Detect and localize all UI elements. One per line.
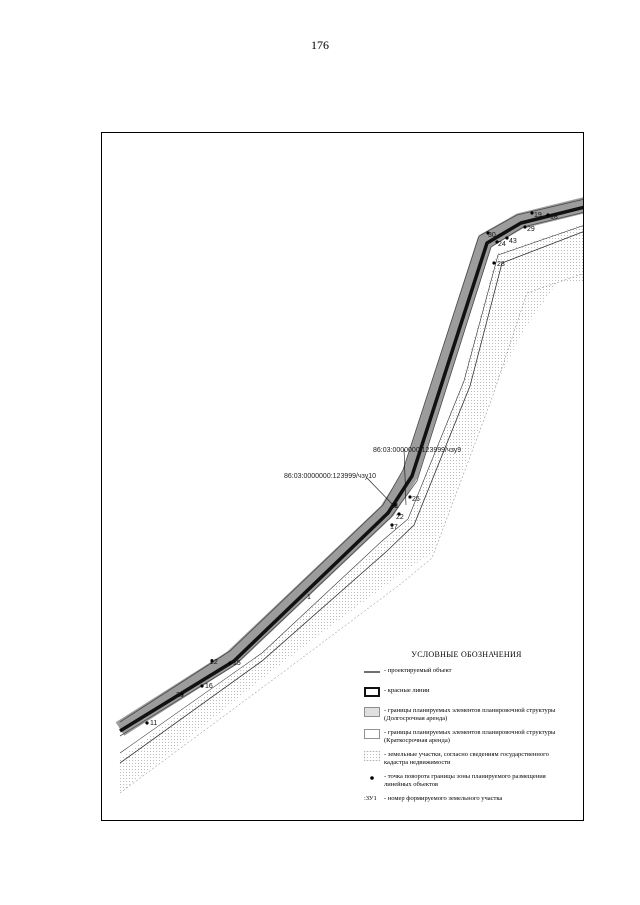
- red-lines-icon: [364, 687, 380, 697]
- legend-item-parcel-number: [364, 795, 569, 815]
- point-label: 22: [210, 659, 218, 666]
- legend-item-object: [364, 667, 569, 687]
- turning-point-icon: [364, 773, 380, 783]
- point-label: 22: [396, 514, 404, 521]
- turning-point: [145, 721, 148, 724]
- hatch-icon: [364, 751, 380, 761]
- legend-text: - точка поворота границы зоны планируемого размещения линейных объектов: [384, 773, 546, 788]
- point-label: 21: [391, 503, 399, 510]
- legend-text: - земельные участки, согласно сведениям государственного кадастра недвижимости: [384, 751, 549, 766]
- point-label: 20: [176, 692, 184, 699]
- legend: [364, 651, 569, 815]
- point-label: 30: [488, 232, 496, 239]
- point-label: 19: [534, 212, 542, 219]
- legend-item-turning-point: [364, 773, 569, 795]
- legend-text: - номер формируемого земельного участка: [384, 795, 503, 802]
- point-label: 43: [509, 238, 517, 245]
- legend-item-short-lease: [364, 729, 569, 751]
- legend-text: - проектируемый объект: [384, 667, 452, 674]
- point-label: 16: [205, 683, 213, 690]
- point-label: 25: [412, 496, 420, 503]
- point-label: 18: [550, 214, 558, 221]
- page-number: 176: [311, 38, 329, 52]
- point-label: 24: [498, 241, 506, 248]
- point-label: 11: [150, 720, 158, 727]
- point-label: 17: [390, 524, 398, 531]
- legend-item-long-lease: [364, 707, 569, 729]
- legend-text: - красные линии: [384, 687, 430, 694]
- point-label: 29: [527, 226, 535, 233]
- legend-text: - границы планируемых элементов планировочной структуры (Краткосрочная аренда): [384, 729, 556, 744]
- long-lease-box-icon: [364, 707, 380, 717]
- parcel-number-symbol: :ЗУ1: [364, 795, 377, 802]
- turning-point: [200, 684, 203, 687]
- legend-text: - границы планируемых элементов планировочной структуры (Долгосрочная аренда): [384, 707, 556, 722]
- cadastral-label: 86:03:0000000:123999/чзу9: [373, 447, 462, 454]
- cadastral-label: 86:03:0000000:123999/чзу10: [284, 473, 377, 480]
- legend-item-red-lines: [364, 687, 569, 707]
- legend-item-cadastral: [364, 751, 569, 773]
- object-line-icon: [364, 667, 380, 677]
- point-label: 28: [497, 261, 505, 268]
- point-label: 1: [307, 594, 311, 601]
- point-label: 15: [233, 660, 241, 667]
- map-frame: [101, 132, 584, 821]
- short-lease-box-icon: [364, 729, 380, 739]
- legend-title: УСЛОВНЫЕ ОБОЗНАЧЕНИЯ: [411, 650, 522, 659]
- turning-point: [228, 661, 231, 664]
- turning-point: [492, 261, 495, 264]
